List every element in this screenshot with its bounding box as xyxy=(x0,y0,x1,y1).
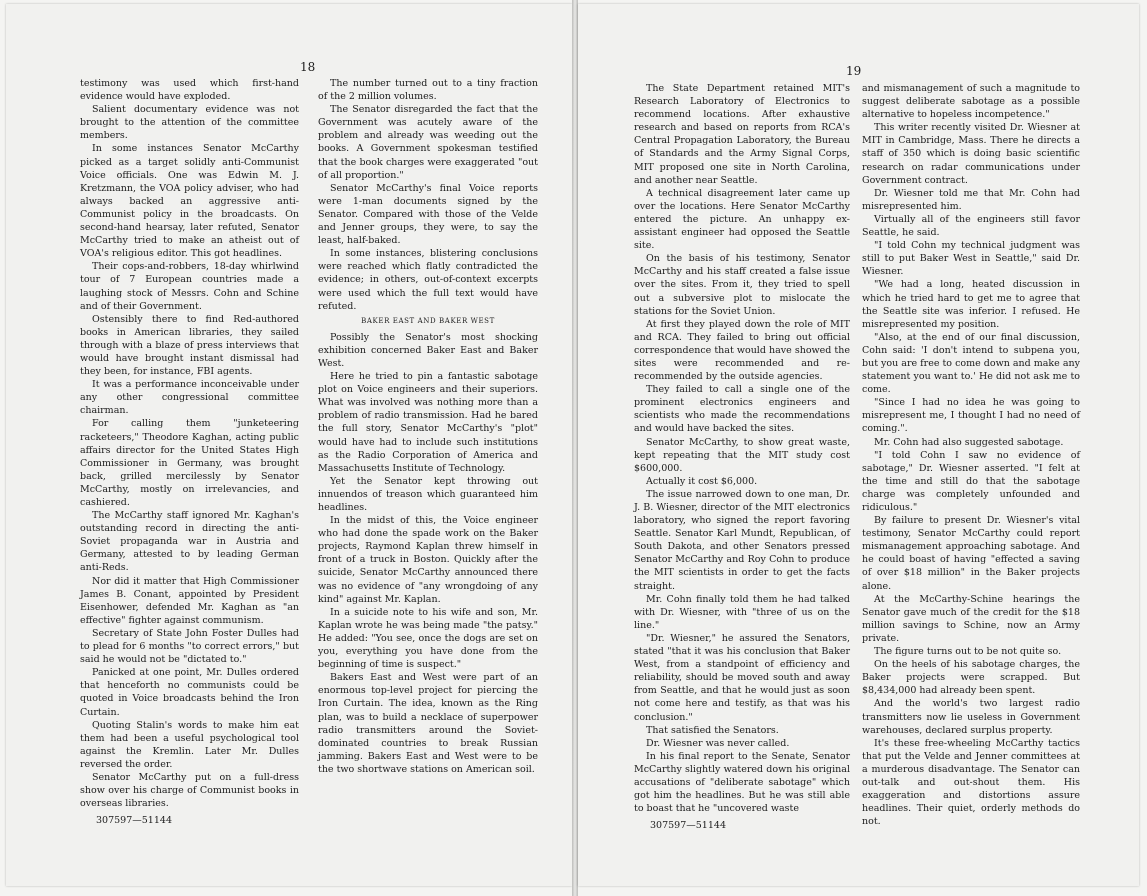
paragraph: Actually it cost $6,000. xyxy=(646,475,758,487)
paragraph: "Dr. Wiesner," he assured the Senators, stated "that it was his conclusion that Baker West, from a standpoint of efficiency and reliability, should be moved south and away from Seattle, and that he would just as soon not come here and testify, as that was his conclusion." xyxy=(634,632,850,723)
paragraph: Salient documentary evidence was not brought to the attention of the committee members. xyxy=(80,104,299,142)
paragraph: Senator McCarthy put on a full-dress show over his charge of Communist books in overseas libraries. xyxy=(80,771,299,810)
paragraph: This writer recently visited Dr. Wiesner at MIT in Cambridge, Mass. There he directs a staff of 350 which is doing basic scientific research on radar communications under Government contract. xyxy=(862,122,1080,186)
paragraph: At first they played down the role of MIT and RCA. They failed to bring out official correspondence that would have showed the sites were recommended and re-recommended by the outside agencies. xyxy=(634,318,850,383)
paragraph: Panicked at one point, Mr. Dulles ordered that henceforth no communists could be quoted in Voice broadcasts behind the Iron Curtain. xyxy=(80,667,299,718)
paragraph: Secretary of State John Foster Dulles had to plead for 6 months "to correct errors," but said he would not be "dictated to." xyxy=(80,627,299,666)
right-column-1 xyxy=(634,82,850,832)
paragraph: They failed to call a single one of the prominent electronics engineers and scientists who made the recommendations and would have backed the sites. xyxy=(634,384,850,435)
print-code: 307597—51144 xyxy=(96,815,172,827)
paragraph: Ostensibly there to find Red-authored books in American libraries, they sailed through with a blaze of press interviews that would have brought instant dismissal had they been, for instance, FBI agents. xyxy=(80,313,299,378)
paragraph: Mr. Cohn finally told them he had talked with Dr. Wiesner, with "three of us on the line." xyxy=(634,593,850,631)
paragraph: Virtually all of the engineers still favor Seattle, he said. xyxy=(862,213,1080,239)
section-heading: BAKER EAST AND BAKER WEST xyxy=(361,316,495,325)
paragraph: At the McCarthy-Schine hearings the Senator gave much of the credit for the $18 million savings to Schine, now an Army private. xyxy=(862,593,1080,644)
paragraph: "Since I had no idea he was going to misrepresent me, I thought I had no need of coming.". xyxy=(862,397,1080,435)
paragraph: Senator McCarthy's final Voice reports were 1-man documents signed by the Senator. Compared with those of the Velde and Jenner groups, they were, to say the least, half-baked. xyxy=(318,182,538,247)
paragraph: Quoting Stalin's words to make him eat them had been a useful psychological tool against the Kremlin. Later Mr. Dulles reversed the order. xyxy=(80,719,299,770)
page-number: 18 xyxy=(300,60,316,74)
paragraph: And the world's two largest radio transmitters now lie useless in Government warehouses, declared surplus property. xyxy=(862,698,1080,736)
paragraph: and mismanagement of such a magnitude to suggest deliberate sabotage as a possible alternative to hopeless incompetence." xyxy=(862,83,1080,121)
paragraph: The number turned out to a tiny fraction of the 2 million volumes. xyxy=(318,78,538,103)
paragraph: Nor did it matter that High Commissioner James B. Conant, appointed by President Eisenhower, defended Mr. Kaghan as "an effective" fighter against communism. xyxy=(80,575,299,626)
right-column-2 xyxy=(862,82,1080,828)
paragraph: Bakers East and West were part of an enormous top-level project for piercing the Iron Curtain. The idea, known as the Ring plan, was to build a necklace of superpower radio transmitters around the Soviet-dominated countries to break Russian jamming. Bakers East and West were to be the two shortwave stations on American soil. xyxy=(318,672,538,775)
paragraph: "Also, at the end of our final discussion, Cohn said: 'I don't intend to subpena you, but you are free to come down and make any statement you want to.' He did not ask me to come. xyxy=(862,331,1080,396)
paragraph: testimony was used which first-hand evidence would have exploded. xyxy=(80,78,299,103)
paragraph: The State Department retained MIT's Research Laboratory of Electronics to recommend locations. After exhaustive research and based on reports from RCA's Central Propagation Laboratory, the Bureau of Standards and the Army Signal Corps, MIT proposed one site in North Carolina, and another near Seattle. xyxy=(634,83,850,186)
paragraph: On the heels of his sabotage charges, the Baker projects were scrapped. But $8,434,000 had already been spent. xyxy=(862,659,1080,697)
left-page xyxy=(6,4,572,886)
paragraph: In the midst of this, the Voice engineer who had done the spade work on the Baker projects, Raymond Kaplan threw himself in front of a truck in Boston. Quickly after the suicide, Senator McCarthy announced there was no evidence of "any wrongdoing of any kind" against Mr. Kaplan. xyxy=(318,515,538,605)
paragraph: The figure turns out to be not quite so. xyxy=(874,646,1062,658)
paragraph: Senator McCarthy, to show great waste, kept repeating that the MIT study cost $600,000. xyxy=(634,436,850,474)
paragraph: Dr. Wiesner told me that Mr. Cohn had misrepresented him. xyxy=(862,187,1080,212)
paragraph: Possibly the Senator's most shocking exhibition concerned Baker East and Baker West. xyxy=(318,331,538,369)
paragraph: A technical disagreement later came up over the locations. Here Senator McCarthy entered the picture. An unhappy ex-assistant engineer had opposed the Seattle site. xyxy=(634,187,850,252)
paragraph: The Senator disregarded the fact that the Government was acutely aware of the problem and already was weeding out the books. A Government spokesman testified that the book charges were exaggerated "out of all proportion." xyxy=(318,104,538,181)
paragraph: For calling them "junketeering racketeers," Theodore Kaghan, acting public affairs director for the United States High Commissioner in Germany, was brought back, grilled mercilessly by Senator McCarthy, mostly on irrelevancies, and cashiered. xyxy=(80,418,299,508)
paragraph: Yet the Senator kept throwing out innuendos of treason which guaranteed him headlines. xyxy=(318,475,538,513)
left-column-2 xyxy=(318,77,538,776)
paragraph: "I told Cohn I saw no evidence of sabotage," Dr. Wiesner asserted. "I felt at the time and still do that the sabotage charge was completely unfounded and ridiculous." xyxy=(862,449,1080,513)
paragraph: It's these free-wheeling McCarthy tactics that put the Velde and Jenner committees at a murderous disadvantage. The Senator can out-talk and out-shout them. His exaggeration and distortions assure headlines. Their quiet, orderly methods do not. xyxy=(862,737,1080,828)
paragraph: In some instances Senator McCarthy picked as a target solidly anti-Communist Voice officials. One was Edwin M. J. Kretzmann, the VOA policy adviser, who had always backed an aggressive anti-Communist policy in the broadcasts. On second-hand hearsay, later refuted, Senator McCarthy tried to make an atheist out of VOA's religious editor. This got headlines. xyxy=(80,143,299,260)
page-number: 19 xyxy=(846,64,862,78)
paragraph: In some instances, blistering conclusions were reached which flatly contradicted the evidence; in others, out-of-context excerpts were used which the full text would have refuted. xyxy=(318,248,538,312)
paragraph: The McCarthy staff ignored Mr. Kaghan's outstanding record in directing the anti-Soviet propaganda war in Austria and Germany, attested to by leading German anti-Reds. xyxy=(80,510,299,574)
paragraph: Dr. Wiesner was never called. xyxy=(646,737,790,749)
paragraph: In his final report to the Senate, Senator McCarthy slightly watered down his original accusations of "deliberate sabotage" which got him the headlines. But he was still able to boast that he "uncovered waste xyxy=(634,750,850,815)
right-page xyxy=(578,4,1139,886)
paragraph: That satisfied the Senators. xyxy=(646,724,779,736)
paragraph: It was a performance inconceivable under any other congressional committee chairman. xyxy=(80,379,299,417)
paragraph: Here he tried to pin a fantastic sabotage plot on Voice engineers and their superiors. What was involved was nothing more than a problem of radio transmission. Had he bared the full story, Senator McCarthy's "plot" would have had to include such institutions as the Radio Corporation of America and Massachusetts Institute of Technology. xyxy=(318,371,538,474)
paragraph: By failure to present Dr. Wiesner's vital testimony, Senator McCarthy could report mismanagement approaching sabotage. And he could boast of having "effected a saving of over $18 million" in the Baker projects alone. xyxy=(862,515,1080,592)
paragraph: The issue narrowed down to one man, Dr. J. B. Wiesner, director of the MIT electronics laboratory, who signed the report favoring Seattle. Senator Karl Mundt, Republican, of South Dakota, and other Senators pressed Senator McCarthy and Roy Cohn to produce the MIT scientists in order to get the facts straight. xyxy=(634,488,850,592)
paragraph: On the basis of his testimony, Senator McCarthy and his staff created a false issue over the sites. From it, they tried to spell out a subversive plot to mislocate the stations for the Soviet Union. xyxy=(634,253,850,317)
paragraph: "I told Cohn my technical judgment was still to put Baker West in Seattle," said Dr. Wiesner. xyxy=(862,240,1080,278)
print-code: 307597—51144 xyxy=(650,820,726,832)
paragraph: In a suicide note to his wife and son, Mr. Kaplan wrote he was being made "the patsy." He added: "You see, once the dogs are set on you, everything you have done from the beginning of time is suspect." xyxy=(318,606,538,671)
paragraph: Their cops-and-robbers, 18-day whirlwind tour of 7 European countries made a laughing stock of Messrs. Cohn and Schine and of their Government. xyxy=(80,261,299,312)
paragraph: "We had a long, heated discussion in which he tried hard to get me to agree that the Seattle site was inferior. I refused. He misrepresented my position. xyxy=(862,279,1080,330)
paragraph: Mr. Cohn had also suggested sabotage. xyxy=(874,436,1064,448)
left-column-1 xyxy=(80,77,299,827)
